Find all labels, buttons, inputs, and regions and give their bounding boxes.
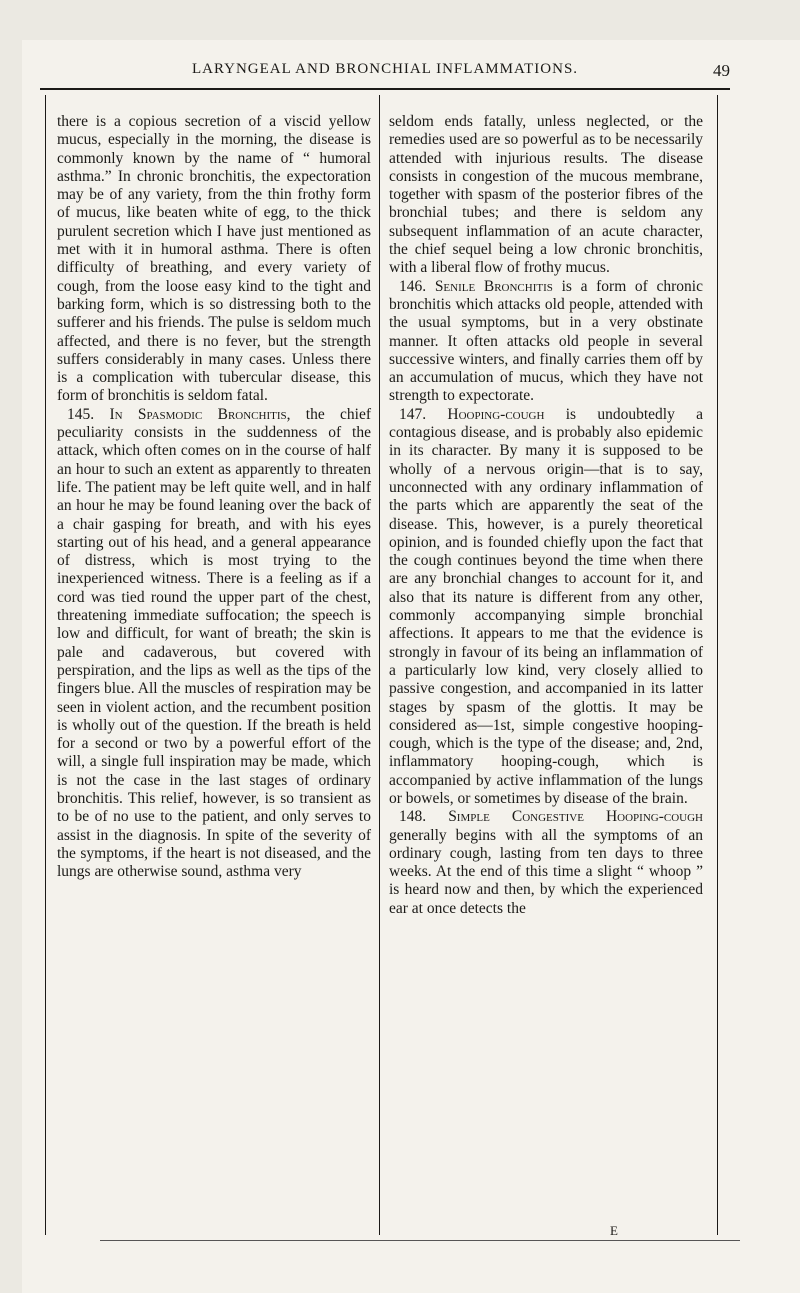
paragraph-146 <box>389 278 703 406</box>
running-head: LARYNGEAL AND BRONCHIAL INFLAMMATIONS. <box>191 61 579 77</box>
right-border-rule <box>717 95 718 1235</box>
page-header <box>40 58 730 90</box>
section-heading: Hooping-cough <box>447 405 545 423</box>
paragraph-text: , the chief peculiarity consists in the suddenness of the attack, which often comes on in the course of half an hour to such an extent as apparently to threaten life. The patient may be left quite well, and in half an hour he may be found leaning over the back of a chair gasping for breath, and with his eyes starting out of his head, and a general appearance of distress, which is most trying to the inexperienced witness. There is a feeling as if a cord was tied round the upper part of the chest, threatening immediate suffocation; the speech is low and difficult, for want of breath; the skin is pale and cadaverous, but covered with perspiration, and the lips as well as the tips of the fingers blue. All the muscles of respiration may be seen in violent action, and the recumbent position is wholly out of the question. If the breath is held for a second or two by a powerful effort of the will, a single full inspiration may be made, which is not the case in the last stages of ordinary bronchitis. This relief, however, is so transient as to be of no use to the patient, and only serves to assist in the diagnosis. In spite of the severity of the symptoms, if the heart is not diseased, and the lungs are otherwise sound, asthma very <box>57 405 371 881</box>
paragraph-145 <box>57 406 371 882</box>
section-heading: Senile Bronchitis <box>434 277 553 295</box>
left-border-rule <box>45 95 46 1235</box>
paragraph-147 <box>389 406 703 809</box>
paragraph-text: generally begins with all the symptoms of an ordinary cough, lasting from ten days to three weeks. At the end of this time a slight “ whoop ” is heard now and then, by which the experienced ear at once detects the <box>389 826 703 917</box>
paragraph-text: is undoubtedly a contagious disease, and is probably also epidemic in its character. By many it is supposed to be wholly of a nervous origin—that is to say, unconnected with any ordinary inflammation of the parts which are apparently the seat of the disease. This, however, is a purely theoretical opinion, and is founded chiefly upon the fact that the cough continues beyond the time when there are any bronchial changes to account for it, and also that its nature is different from any other, commonly accompanying simple bronchial affections. It appears to me that the evidence is strongly in favour of its being an inflammation of a particularly low kind, very closely allied to passive congestion, and accompanied in its latter stages by spasm of the glottis. It may be considered as—1st, simple congestive hooping-cough, which is the type of the disease; and, 2nd, inflammatory hooping-cough, which is accompanied by active inflammation of the lungs or bowels, or sometimes by disease of the brain. <box>389 405 703 807</box>
paragraph-number: 148. <box>399 808 449 826</box>
paragraph-continued: seldom ends fatally, unless neglected, or the remedies used are so powerful as to be necessarily attended with injurious results. The disease consists in congestion of the mucous membrane, together with spasm of the posterior fibres of the bronchial tubes; and there is seldom any subsequent inflammation of an acute character, the chief sequel being a low chronic bronchitis, with a liberal flow of frothy mucus. <box>389 113 703 277</box>
paragraph-continued: there is a copious secretion of a viscid yellow mucus, especially in the morning, the disease is commonly known by the name of “ humoral asthma.” In chronic bronchitis, the expectoration may be of any variety, from the thin frothy form of mucus, like beaten white of egg, to the thick purulent secretion which I have just mentioned as met with it in humoral asthma. There is often difficulty of breathing, and every variety of cough, from the loose easy kind to the tight and barking form, which is so distressing both to the sufferer and his friends. The pulse is seldom much affected, and there is no fever, but the strength suffers considerably in many cases. Unless there is a complication with tubercular disease, this form of bronchitis is seldom fatal. <box>57 113 371 405</box>
bottom-rule <box>100 1240 740 1241</box>
section-heading: In Spasmodic Bronchitis <box>109 405 287 423</box>
paragraph-number: 147. <box>399 405 448 423</box>
paragraph-text: is a form of chronic bronchitis which attacks old people, attended with the usual symptoms, but in a very obstinate manner. It often attacks old people in several successive winters, and finally carries them off by an accumulation of mucus, which they have not strength to expectorate. <box>389 277 703 405</box>
left-column <box>57 113 371 881</box>
right-column <box>389 113 703 918</box>
signature-mark: E <box>610 1223 618 1238</box>
page-number: 49 <box>713 61 730 80</box>
paragraph-number: 146. <box>399 277 435 295</box>
section-heading: Simple Congestive Hooping-cough <box>448 808 703 826</box>
paragraph-148 <box>389 808 703 918</box>
paragraph-number: 145. <box>67 405 110 423</box>
column-divider <box>379 95 380 1235</box>
